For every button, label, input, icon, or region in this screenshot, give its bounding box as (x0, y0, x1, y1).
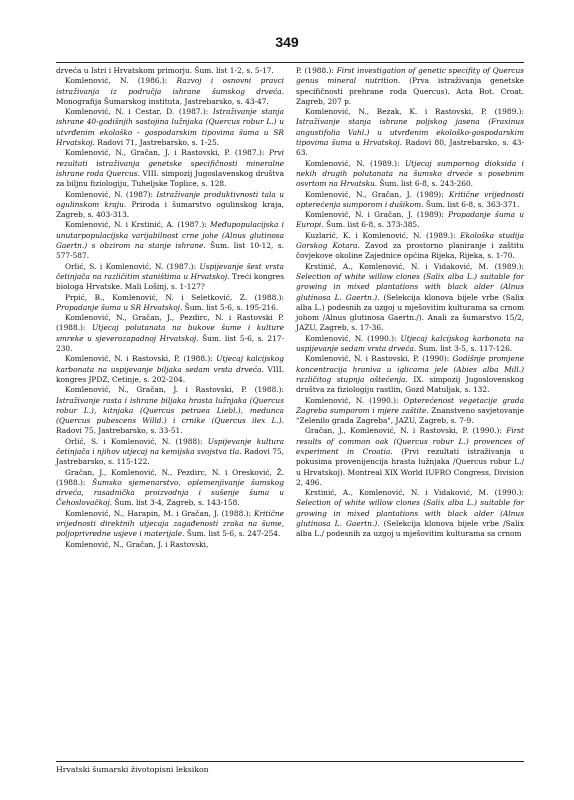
entry-authors: Komlenović, N., Bezak, K. i Rastovski, P. (1989.): (305, 107, 524, 117)
bibliography-entry (56, 220, 284, 261)
bibliography-columns (56, 66, 524, 754)
entry-source: Radovi 75, Jastrebarsko, s. 115-122. (56, 446, 284, 467)
bibliography-entry (56, 76, 284, 107)
entry-authors: Komlenović, N., Gračan, J. (1989): (305, 189, 449, 199)
bibliography-entry (296, 334, 524, 355)
entry-source: (Prvi rezultati istraživanja u pokusima provenijencija hrasta lužnjaka /Quercus robur L./ u Hrvatskoj). Montreal XIX World IUFRO Congress, Division 2, 496. (296, 446, 524, 487)
entry-title: Prvi rezultati istraživanja genetske specifičnosti mineralne ishrane roda Quercus. (56, 148, 284, 178)
entry-source: drveća u Istri i Hrvatskom primorju. Šum. list 1-2, s. 5-17. (56, 66, 274, 75)
entry-title: Utjecaj kalcijskog karbonata na uspijevanje biljaka sedam vrsta drveća. (56, 354, 285, 374)
entry-title: Ekološka studija Gorskog Kotara. (296, 230, 524, 251)
entry-title: Propadanje šuma u Europi. (296, 210, 524, 230)
entry-title: Kritične vrijednosti direktnih utjecaja zagađenosti zraka na šume, poljoprivredne usjeve i materijale. (56, 508, 284, 539)
entry-title: Uspijevanje kultura četinjača i njihov utjecaj na kemijska svojstva tla. (56, 436, 284, 456)
bibliography-entry (296, 190, 524, 211)
entry-source: Šum. list 6-8, s. 363-371. (423, 199, 520, 209)
entry-authors: Krstinić, A., Komlenović, N. i Vidaković, M. (1990.): (305, 488, 524, 498)
entry-title: Istraživanje stanja ishrane poljskog jasena (Fraxinus angustifolia Vahl.) u utvrđenim ekološko-gospodarskim tipovima šuma u Hrvatskoj. (296, 117, 524, 148)
entry-source: (Selekcija klonova bijele vrbe /Salix alba L./ podesnih za uzgoj u mješovitim kulturama sa crnom (296, 519, 524, 539)
bibliography-entry (296, 262, 524, 334)
bibliography-entry (56, 468, 284, 509)
entry-source: Monografija Šumarskog instituta, Jastrebarsko, s. 43-47. (56, 96, 269, 106)
bibliography-entry (56, 66, 284, 76)
entry-authors: Komlenović, N. i Gračan, J. (1989): (305, 210, 449, 220)
entry-authors: Gračan, J., Komlenović, N., Pezdirc, N. i Oresković, Ž. (1988.): (56, 467, 284, 487)
entry-authors: Komlenović, N. (1987): (65, 189, 157, 199)
bibliography-entry (296, 396, 524, 427)
entry-source: Šum. list 5-6, s. 247-254. (184, 529, 281, 539)
entry-title: Utjecaj kalcijskog karbonata na uspijevanje sedam vrsta drveća. (296, 333, 524, 354)
bibliography-entry (56, 509, 284, 540)
bibliography-entry (296, 210, 524, 231)
entry-source: Treći kongres biologa Hrvatske. Mali Lošinj, s. 1-127? (56, 271, 284, 292)
bibliography-entry (296, 159, 524, 190)
bibliography-entry (56, 148, 284, 189)
entry-source: Šum. list 5-6, s. 217-230. (56, 333, 284, 354)
entry-authors: Prpić, B., Komlenović, N. i Seletković, Z. (1988.): (65, 292, 284, 302)
entry-title: Šumsko sjemenarstvo, oplemenjivanje šumskog drveća, rasadnička proizvodnja i sušenje šuma u Čehoslovačkoj. (56, 477, 284, 508)
entry-source: VIII. kongres JPDZ, Cetinje, s. 202-204. (56, 364, 284, 384)
page-footer: Hrvatski šumarski životopisni leksikon (56, 765, 209, 774)
entry-authors: Komlenović, N. (1990.): (305, 395, 404, 405)
entry-source: Šum. list 3-4, Zagreb, s. 143-158. (112, 498, 240, 508)
entry-title: Selection of white willow clones (Salix alba L.) suitable for growing in mixed plantations with black alder (Alnus glutinosa L. Gaertn.). (296, 498, 524, 529)
entry-title: Uspijevanje šest vrsta četinjača na različitim staništima u Hrvatskoj. (56, 261, 285, 281)
entry-source: Zavod za prostorno planiranje i zaštitu čovjekove okoline Zajednice općina Rijeka, Rijeka, s. 1-70. (296, 241, 524, 261)
entry-source: Šum. list 3-5, s. 117-126. (416, 344, 513, 354)
entry-authors: Komlenović, N. i Cestar, D. (1987.): (65, 107, 213, 117)
bibliography-entry (56, 385, 284, 436)
left-column (56, 66, 284, 754)
entry-source: Šum. list 6-8, s. 373-385. (323, 220, 420, 230)
bibliography-entry (56, 437, 284, 468)
entry-authors: Komlenović, N. i Rastovski, P. (1988.): (65, 354, 217, 364)
bibliography-entry (56, 107, 284, 148)
bibliography-entry (296, 66, 524, 107)
entry-authors: Komlenović, N. i Rastovski, P. (1990): (305, 354, 453, 364)
bibliography-entry (56, 313, 284, 354)
entry-title: Kritične vrijednosti opterećenja sumporom i dušikom. (296, 189, 524, 209)
entry-title: Opterećenost vegetacije grada Zagreba sumporom i mjere zaštite. (296, 395, 524, 415)
entry-title: Utjecaj polutanata na bukove šume i kulture smreke u sjeverozapadnoj Hrvatskoj. (56, 323, 284, 343)
entry-authors: Komlenović, N., Gračan, J. i Rastovski, P. (1988.): (65, 385, 284, 395)
entry-authors: Kuzlarić, K. i Komlenović, N. (1989.): (305, 230, 461, 240)
bibliography-entry (296, 426, 524, 488)
bibliography-entry (296, 107, 524, 158)
entry-authors: Gračan, J., Komlenović, N. i Rastovski, P. (1990.): (305, 426, 507, 436)
entry-authors: Komlenović, N., Gračan, J., Pezdirc, N. i Rastovski P. (1988.): (56, 313, 284, 333)
footer-rule (56, 761, 524, 762)
entry-authors: Krstinić, A., Komlenović, N. i Vidaković, M. (1989.): (305, 261, 524, 271)
header-rule (56, 62, 524, 63)
bibliography-entry (56, 354, 284, 385)
entry-authors: Orlić, S. i Komlenović, N. (1988): (65, 436, 208, 446)
bibliography-entry (296, 488, 524, 539)
entry-source: Radovi 71, Jastrebarsko, s. 1-25. (94, 138, 220, 148)
entry-authors: Komlenović, N. (1989.): (305, 158, 405, 168)
entry-title: First investigation of genetic specifity of Quercus genus mineral nutrition. (296, 66, 525, 86)
entry-source: Šum. list 10-12, s. 577-587. (56, 241, 284, 261)
entry-authors: Komlenović, N., Gračan, J. i Rastovski, (65, 539, 209, 549)
entry-title: Selection of white willow clones (Salix alba L.) suitable for growing in mixed plantations with black alder (Alnus glutinosa L. Gaertn.). (296, 271, 524, 302)
right-column (296, 66, 524, 754)
entry-source: (Prva istraživanja genetske specifičnosti prehrane roda Quercus). Acta Bot. Croat. Zagreb, 207 p. (296, 76, 525, 106)
entry-title: First results of common oak (Quercus robur L.) provences of experiment in Croatia. (296, 426, 524, 456)
entry-authors: P. (1988.): (296, 66, 337, 75)
entry-title: Propadanje šuma u SR Hrvatskoj. (56, 302, 183, 312)
entry-source: Radovi 75, Jastrebarsko, s. 33-51. (56, 426, 183, 436)
entry-authors: Komlenović, N. (1990.): (305, 333, 401, 343)
entry-source: (Selekcija klonova bijele vrbe (Salix alba L.) podesnih za uzgoj u mješovitim kulturama sa crnom johom /Alnus glutinosa Gaertn./). Anali za šumarstvo 15/2, JAZU, Zagreb, s. 17-36. (296, 292, 524, 333)
entry-authors: Komlenović, N., Gračan, J. i Rastovski, P. (1987.): (65, 148, 269, 158)
entry-source: IX. simpozij Jugoslovenskog društva za fiziologiju rastlin, Gozd Matuljak, s. 132. (296, 374, 525, 395)
entry-authors: Orlić, S. i Komlenović, N. (1987.): (65, 261, 200, 271)
entry-source: Radovi 80, Jastrebarsko, s. 43-63. (296, 138, 524, 158)
entry-title: Istraživanje produktivnosti tala u ogulinskom kraju. (56, 189, 284, 209)
entry-title: Razvoj i osnovni pravci istraživanja iz područja ishrane šumskog drveća. (56, 76, 284, 96)
entry-title: Međupopulacijska i unutarpopulacijska varijabilnost crne johe (Alnus glutinosa Gaertn.) s obzirom na stanje ishrane. (56, 220, 285, 251)
entry-title: Istraživanje stanja ishrane 40-godišnjih sastojina lužnjaka (Quercus robur L.) u utvrđenim ekološko - gospodarskim tipovima šuma u SR Hrvatskoj. (56, 107, 284, 148)
entry-source: VIII. simpozij Jugoslavenskog društva za biljnu fiziologiju, Tuheljske Toplice, s. 128. (56, 168, 284, 189)
bibliography-entry (56, 262, 284, 293)
entry-source: Šum. list 6-8, s. 243-260. (377, 179, 474, 189)
page-number: 349 (275, 34, 299, 50)
bibliography-entry (56, 293, 284, 314)
entry-source: Šum. list 5-6, s. 195-216. (182, 302, 279, 312)
entry-source: Priroda i šumarstvo ogulinskog kraja, Zagreb, s. 403-313. (56, 199, 284, 220)
entry-title: Istraživanje rasta i ishrane biljaka hrasta lužnjaka (Quercus robur L.), kitnjaka (Quercus petraea Liebl.), medunca (Quercus pubescens Willd.) i crnike (Quercus ilex L.). (56, 395, 284, 426)
entry-source: Znanstveno savjetovanje "Zelenilo grada Zagreba", JAZU, Zagreb, s. 7-9. (296, 405, 524, 426)
entry-title: Utjecaj sumpornog dioksida i nekih drugih polutanata na šumsko drveće s posebnim osvrtom na Hrvatsku. (296, 158, 524, 189)
bibliography-entry (296, 231, 524, 262)
bibliography-entry (56, 540, 284, 550)
entry-authors: Komlenović, N., Harapin, M. i Gračan, J. (1988.): (65, 508, 254, 518)
entry-authors: Komlenović, N. i Krstinić, A. (1987.): (65, 220, 211, 230)
entry-authors: Komlenović, N. (1986.): (65, 76, 177, 86)
bibliography-entry (296, 354, 524, 395)
bibliography-entry (56, 190, 284, 221)
entry-title: Godišnje promjene koncentracija hraniva u iglicama jele (Abies alba Mill.) različitog stupnja oštećenja. (296, 354, 524, 384)
